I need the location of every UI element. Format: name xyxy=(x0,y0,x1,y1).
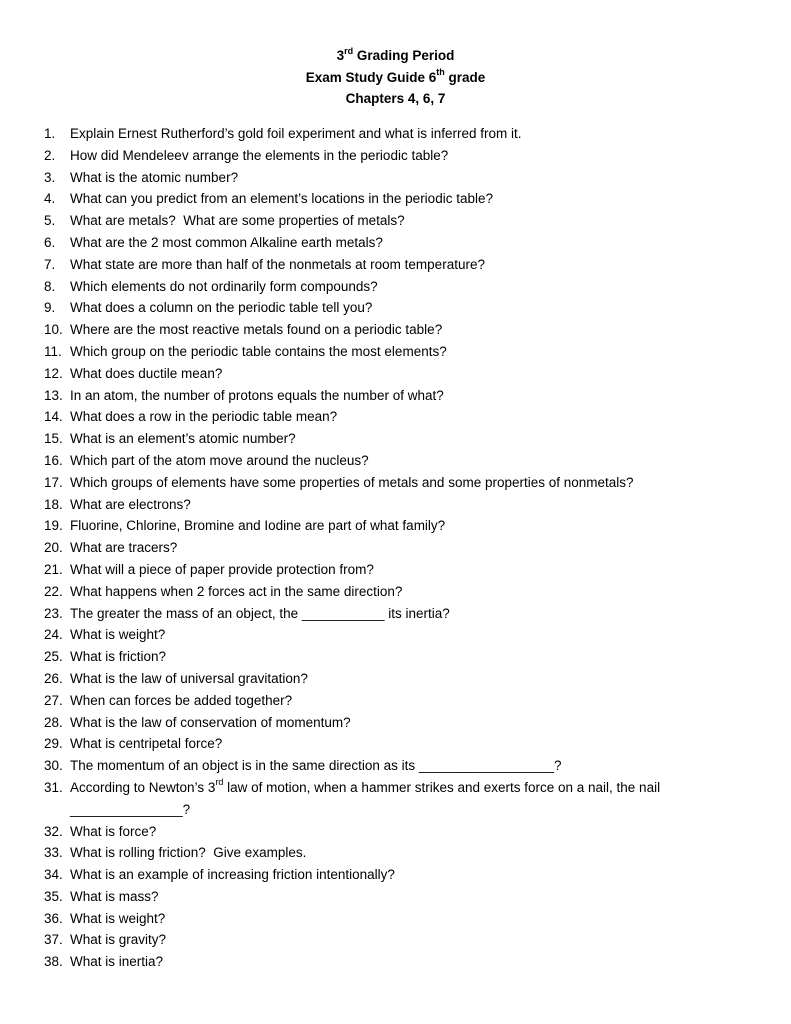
question-item xyxy=(44,145,734,167)
question-item xyxy=(44,428,734,450)
question-item xyxy=(44,319,734,341)
question-text: Which part of the atom move around the nucleus? xyxy=(70,452,369,468)
question-text: When can forces be added together? xyxy=(70,692,293,708)
question-item xyxy=(44,406,734,428)
question-number: 27. xyxy=(44,692,63,708)
document-header xyxy=(0,45,791,110)
question-item xyxy=(44,624,734,646)
question-number: 31. xyxy=(44,779,63,795)
question-number: 35. xyxy=(44,888,63,904)
question-number: 5. xyxy=(44,213,56,229)
question-number: 22. xyxy=(44,583,63,599)
question-number: 32. xyxy=(44,823,63,839)
question-number: 17. xyxy=(44,474,63,490)
question-item xyxy=(44,690,734,712)
question-text xyxy=(70,777,734,821)
question-text: What is an element’s atomic number? xyxy=(70,431,296,447)
question-number: 10. xyxy=(44,322,63,338)
question-text: Which groups of elements have some properties of metals and some properties of nonmetals? xyxy=(70,474,634,490)
question-number: 2. xyxy=(44,147,56,163)
question-number: 29. xyxy=(44,736,63,752)
grade-ordinal-suffix: th xyxy=(436,67,445,77)
question-text: What is mass? xyxy=(70,888,159,904)
question-number: 38. xyxy=(44,954,63,970)
question-item xyxy=(44,646,734,668)
question-item xyxy=(44,341,734,363)
question-text: Explain Ernest Rutherford’s gold foil experiment and what is inferred from it. xyxy=(70,126,522,141)
question-number: 18. xyxy=(44,496,63,512)
question-item xyxy=(44,712,734,734)
question-item xyxy=(44,603,734,625)
question-number: 34. xyxy=(44,867,63,883)
question-text: What is gravity? xyxy=(70,932,167,948)
question-text: What happens when 2 forces act in the same direction? xyxy=(70,583,403,599)
question-text: What is weight? xyxy=(70,910,166,926)
question-text: What will a piece of paper provide protection from? xyxy=(70,561,374,577)
question-item xyxy=(44,188,734,210)
question-text-part: law of motion, when a hammer strikes and exerts force on a nail, the nail _______________? xyxy=(70,779,661,817)
question-number: 25. xyxy=(44,649,63,665)
question-item xyxy=(44,167,734,189)
question-number: 16. xyxy=(44,452,63,468)
question-text: What state are more than half of the nonmetals at room temperature? xyxy=(70,256,485,272)
question-item xyxy=(44,581,734,603)
question-number: 3. xyxy=(44,169,56,185)
question-item xyxy=(44,951,734,973)
question-item xyxy=(44,123,734,145)
question-text: What does a row in the periodic table mean? xyxy=(70,409,338,425)
question-text: What is friction? xyxy=(70,649,167,665)
question-number: 12. xyxy=(44,365,63,381)
question-item xyxy=(44,254,734,276)
question-text: What is the atomic number? xyxy=(70,169,239,185)
question-item xyxy=(44,210,734,232)
question-number: 13. xyxy=(44,387,63,403)
question-number: 33. xyxy=(44,845,63,861)
question-item xyxy=(44,733,734,755)
question-number: 9. xyxy=(44,300,56,316)
grading-period-title xyxy=(0,45,791,67)
question-number: 26. xyxy=(44,670,63,686)
question-number: 8. xyxy=(44,278,56,294)
question-number: 6. xyxy=(44,234,56,250)
question-number: 1. xyxy=(44,126,56,141)
question-text: How did Mendeleev arrange the elements in the periodic table? xyxy=(70,147,449,163)
ordinal-suffix: rd xyxy=(215,777,224,788)
question-text: What is force? xyxy=(70,823,157,839)
question-text: What does a column on the periodic table tell you? xyxy=(70,300,373,316)
question-number: 30. xyxy=(44,758,63,774)
question-text: What are the 2 most common Alkaline earth metals? xyxy=(70,234,383,250)
question-text: The greater the mass of an object, the ___________ its inertia? xyxy=(70,605,450,621)
question-number: 24. xyxy=(44,627,63,643)
question-item xyxy=(44,363,734,385)
question-item xyxy=(44,472,734,494)
question-item xyxy=(44,842,734,864)
question-text: Where are the most reactive metals found on a periodic table? xyxy=(70,322,443,338)
question-text: Which elements do not ordinarily form compounds? xyxy=(70,278,378,294)
question-item xyxy=(44,232,734,254)
question-text: What is the law of universal gravitation? xyxy=(70,670,308,686)
question-item xyxy=(44,777,734,821)
question-number: 37. xyxy=(44,932,63,948)
question-item xyxy=(44,515,734,537)
question-item xyxy=(44,537,734,559)
question-number: 15. xyxy=(44,431,63,447)
question-item xyxy=(44,276,734,298)
study-guide-label: Exam Study Guide 6 xyxy=(305,69,437,85)
question-item xyxy=(44,821,734,843)
question-item xyxy=(44,755,734,777)
grading-number: 3 xyxy=(336,48,345,63)
question-item xyxy=(44,908,734,930)
question-text: What are tracers? xyxy=(70,540,178,556)
question-text: What is rolling friction? Give examples. xyxy=(70,845,307,861)
question-item xyxy=(44,929,734,951)
question-item xyxy=(44,450,734,472)
question-number: 28. xyxy=(44,714,63,730)
question-number: 7. xyxy=(44,256,56,272)
question-text: Fluorine, Chlorine, Bromine and Iodine are part of what family? xyxy=(70,518,446,534)
study-guide-title xyxy=(0,67,791,89)
question-text: What can you predict from an element’s locations in the periodic table? xyxy=(70,191,493,207)
question-text: What is inertia? xyxy=(70,954,164,970)
question-text: Which group on the periodic table contains the most elements? xyxy=(70,343,447,359)
question-list xyxy=(44,123,734,973)
question-text: What is centripetal force? xyxy=(70,736,223,752)
question-number: 36. xyxy=(44,910,63,926)
question-item xyxy=(44,886,734,908)
question-text: What is an example of increasing friction intentionally? xyxy=(70,867,395,883)
question-number: 14. xyxy=(44,409,63,425)
question-item xyxy=(44,668,734,690)
grade-label: grade xyxy=(444,69,486,85)
question-number: 20. xyxy=(44,540,63,556)
question-text: What is the law of conservation of momentum? xyxy=(70,714,351,730)
question-item xyxy=(44,297,734,319)
question-number: 4. xyxy=(44,191,56,207)
question-text: What is weight? xyxy=(70,627,166,643)
question-number: 19. xyxy=(44,518,63,534)
grading-period-label: Grading Period xyxy=(353,48,455,63)
question-text: The momentum of an object is in the same direction as its __________________? xyxy=(70,758,562,774)
question-item xyxy=(44,559,734,581)
ordinal-suffix: rd xyxy=(344,45,354,56)
question-text-part: According to Newton’s 3 xyxy=(70,779,216,795)
question-number: 11. xyxy=(44,343,62,359)
question-number: 21. xyxy=(44,561,63,577)
question-item xyxy=(44,864,734,886)
question-text: What does ductile mean? xyxy=(70,365,223,381)
question-text: What are electrons? xyxy=(70,496,191,512)
question-text: In an atom, the number of protons equals the number of what? xyxy=(70,387,444,403)
question-item xyxy=(44,494,734,516)
question-text: What are metals? What are some properties of metals? xyxy=(70,213,405,229)
question-item xyxy=(44,385,734,407)
chapters-title: Chapters 4, 6, 7 xyxy=(345,91,446,106)
question-number: 23. xyxy=(44,605,63,621)
